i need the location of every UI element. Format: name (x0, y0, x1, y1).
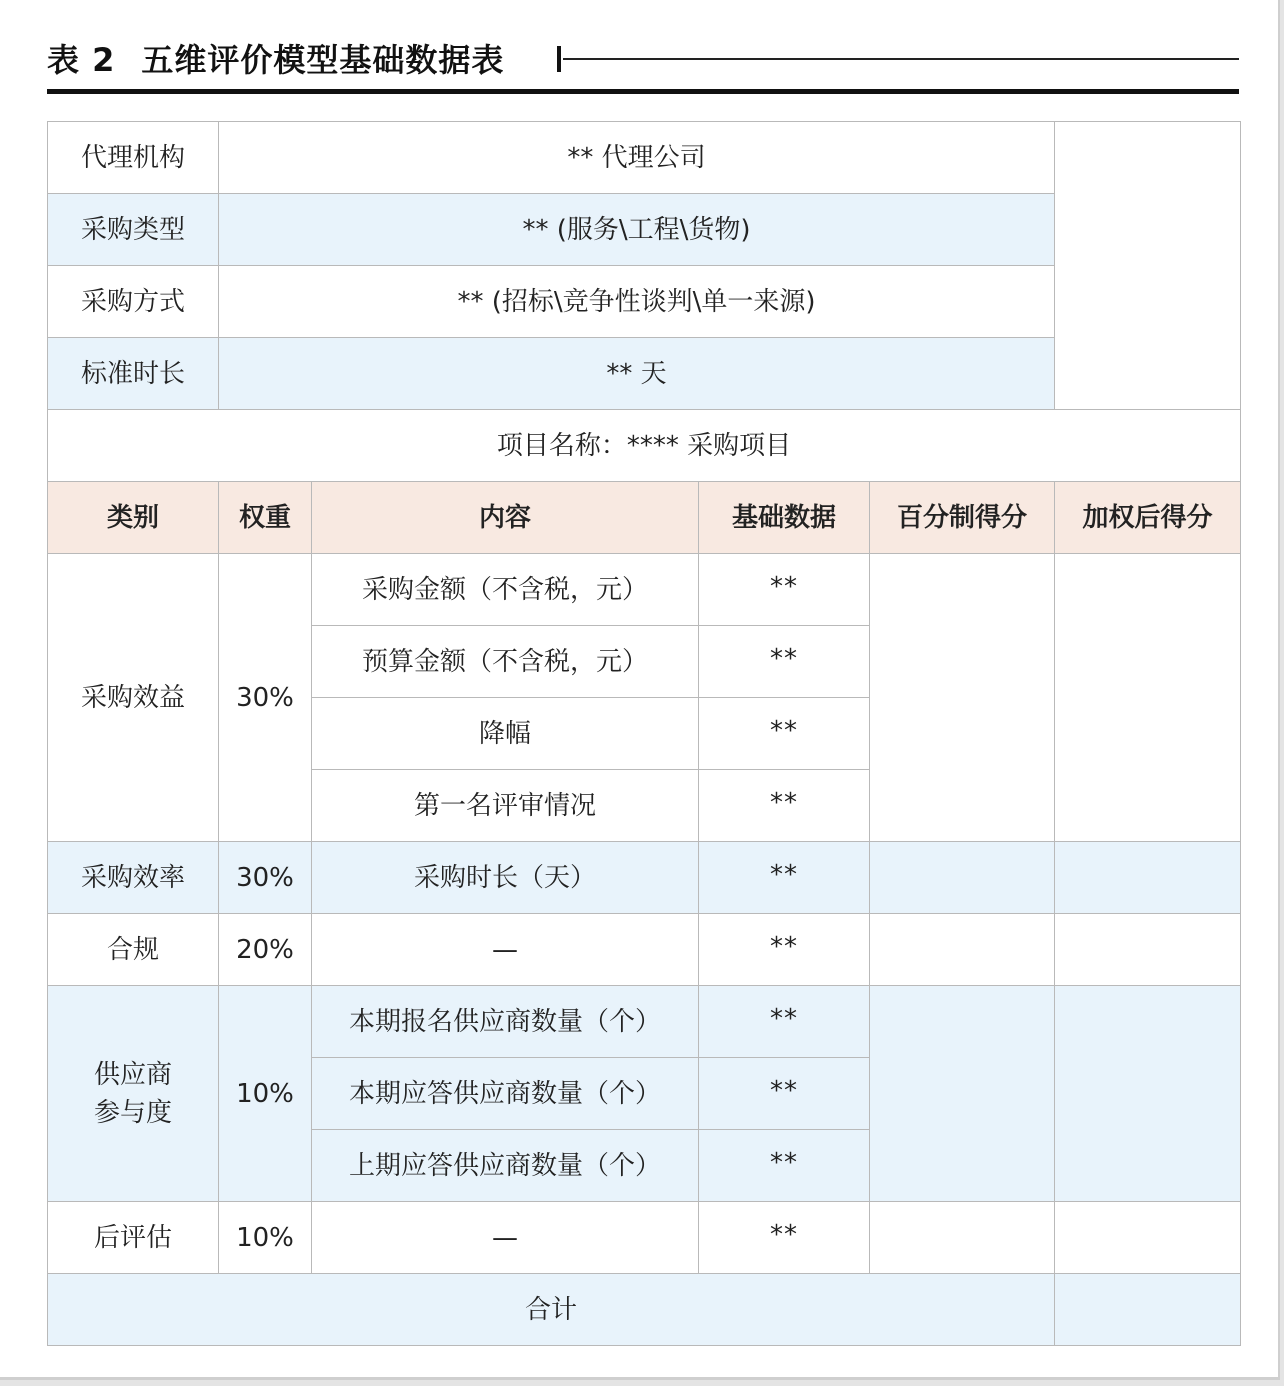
content-cell: 上期应答供应商数量（个） (312, 1130, 699, 1202)
category-text: 供应商参与度 (93, 1059, 172, 1128)
project-name: 项目名称：**** 采购项目 (48, 410, 1241, 482)
data-cell (699, 698, 870, 770)
title-rule (47, 89, 1239, 94)
content-cell: 本期报名供应商数量（个） (312, 986, 699, 1058)
weight-cell: 30% (219, 554, 312, 842)
header-base-data: 基础数据 (699, 482, 870, 554)
weighted-score-cell (1055, 1202, 1241, 1274)
content-cell: 本期应答供应商数量（个） (312, 1058, 699, 1130)
header-weight: 权重 (219, 482, 312, 554)
header-row (48, 482, 1241, 554)
content-cell: 采购金额（不含税，元） (312, 554, 699, 626)
info-blank-cell (1055, 122, 1241, 410)
table-number: 表 2 (47, 41, 116, 79)
score-cell (870, 986, 1055, 1202)
data-value: ** (770, 931, 798, 962)
data-cell (699, 842, 870, 914)
table-title-text: 五维评价模型基础数据表 (141, 41, 505, 79)
table-title-bar (47, 38, 1239, 82)
header-weighted-score: 加权后得分 (1055, 482, 1241, 554)
data-cell (699, 554, 870, 626)
info-value: ** (招标\竞争性谈判\单一来源) (219, 266, 1055, 338)
evaluation-table (47, 121, 1241, 1346)
score-cell (870, 842, 1055, 914)
category-cell: 合规 (48, 914, 219, 986)
category-cell: 采购效率 (48, 842, 219, 914)
data-cell (699, 986, 870, 1058)
weight-cell: 10% (219, 1202, 312, 1274)
data-value: ** (770, 1147, 798, 1178)
info-row-agency (48, 122, 1241, 194)
data-cell (699, 1202, 870, 1274)
project-name-row (48, 410, 1241, 482)
content-cell: — (312, 1202, 699, 1274)
content-cell: 第一名评审情况 (312, 770, 699, 842)
category-cell (48, 986, 219, 1202)
score-cell (870, 1202, 1055, 1274)
weight-cell: 30% (219, 842, 312, 914)
data-value: ** (770, 571, 798, 602)
score-cell (870, 914, 1055, 986)
weighted-score-cell (1055, 554, 1241, 842)
table-title (47, 38, 504, 82)
weighted-score-cell (1055, 986, 1241, 1202)
table-row (48, 1202, 1241, 1274)
data-value: ** (770, 859, 798, 890)
total-label: 合计 (48, 1274, 1055, 1346)
data-cell (699, 1130, 870, 1202)
info-label: 采购方式 (48, 266, 219, 338)
category-cell: 后评估 (48, 1202, 219, 1274)
category-cell: 采购效益 (48, 554, 219, 842)
content-cell: 降幅 (312, 698, 699, 770)
info-label: 代理机构 (48, 122, 219, 194)
title-marker (557, 46, 561, 72)
data-value: ** (770, 1003, 798, 1034)
header-score: 百分制得分 (870, 482, 1055, 554)
data-value: ** (770, 1219, 798, 1250)
data-value: ** (770, 643, 798, 674)
info-label: 采购类型 (48, 194, 219, 266)
info-label: 标准时长 (48, 338, 219, 410)
content-cell: — (312, 914, 699, 986)
table-row (48, 914, 1241, 986)
content-cell: 预算金额（不含税，元） (312, 626, 699, 698)
score-cell (870, 554, 1055, 842)
data-cell (699, 1058, 870, 1130)
info-value: ** (服务\工程\货物) (219, 194, 1055, 266)
weighted-score-cell (1055, 914, 1241, 986)
weighted-score-cell (1055, 842, 1241, 914)
table-row (48, 986, 1241, 1058)
total-row (48, 1274, 1241, 1346)
table-row (48, 842, 1241, 914)
data-value: ** (770, 1075, 798, 1106)
data-value: ** (770, 787, 798, 818)
content-cell: 采购时长（天） (312, 842, 699, 914)
data-cell (699, 914, 870, 986)
data-value: ** (770, 715, 798, 746)
data-cell (699, 770, 870, 842)
info-value: ** 代理公司 (219, 122, 1055, 194)
total-value-cell (1055, 1274, 1241, 1346)
weight-cell: 10% (219, 986, 312, 1202)
table-row (48, 554, 1241, 626)
weight-cell: 20% (219, 914, 312, 986)
info-value: ** 天 (219, 338, 1055, 410)
header-category: 类别 (48, 482, 219, 554)
title-line (563, 58, 1239, 60)
header-content: 内容 (312, 482, 699, 554)
data-cell (699, 626, 870, 698)
